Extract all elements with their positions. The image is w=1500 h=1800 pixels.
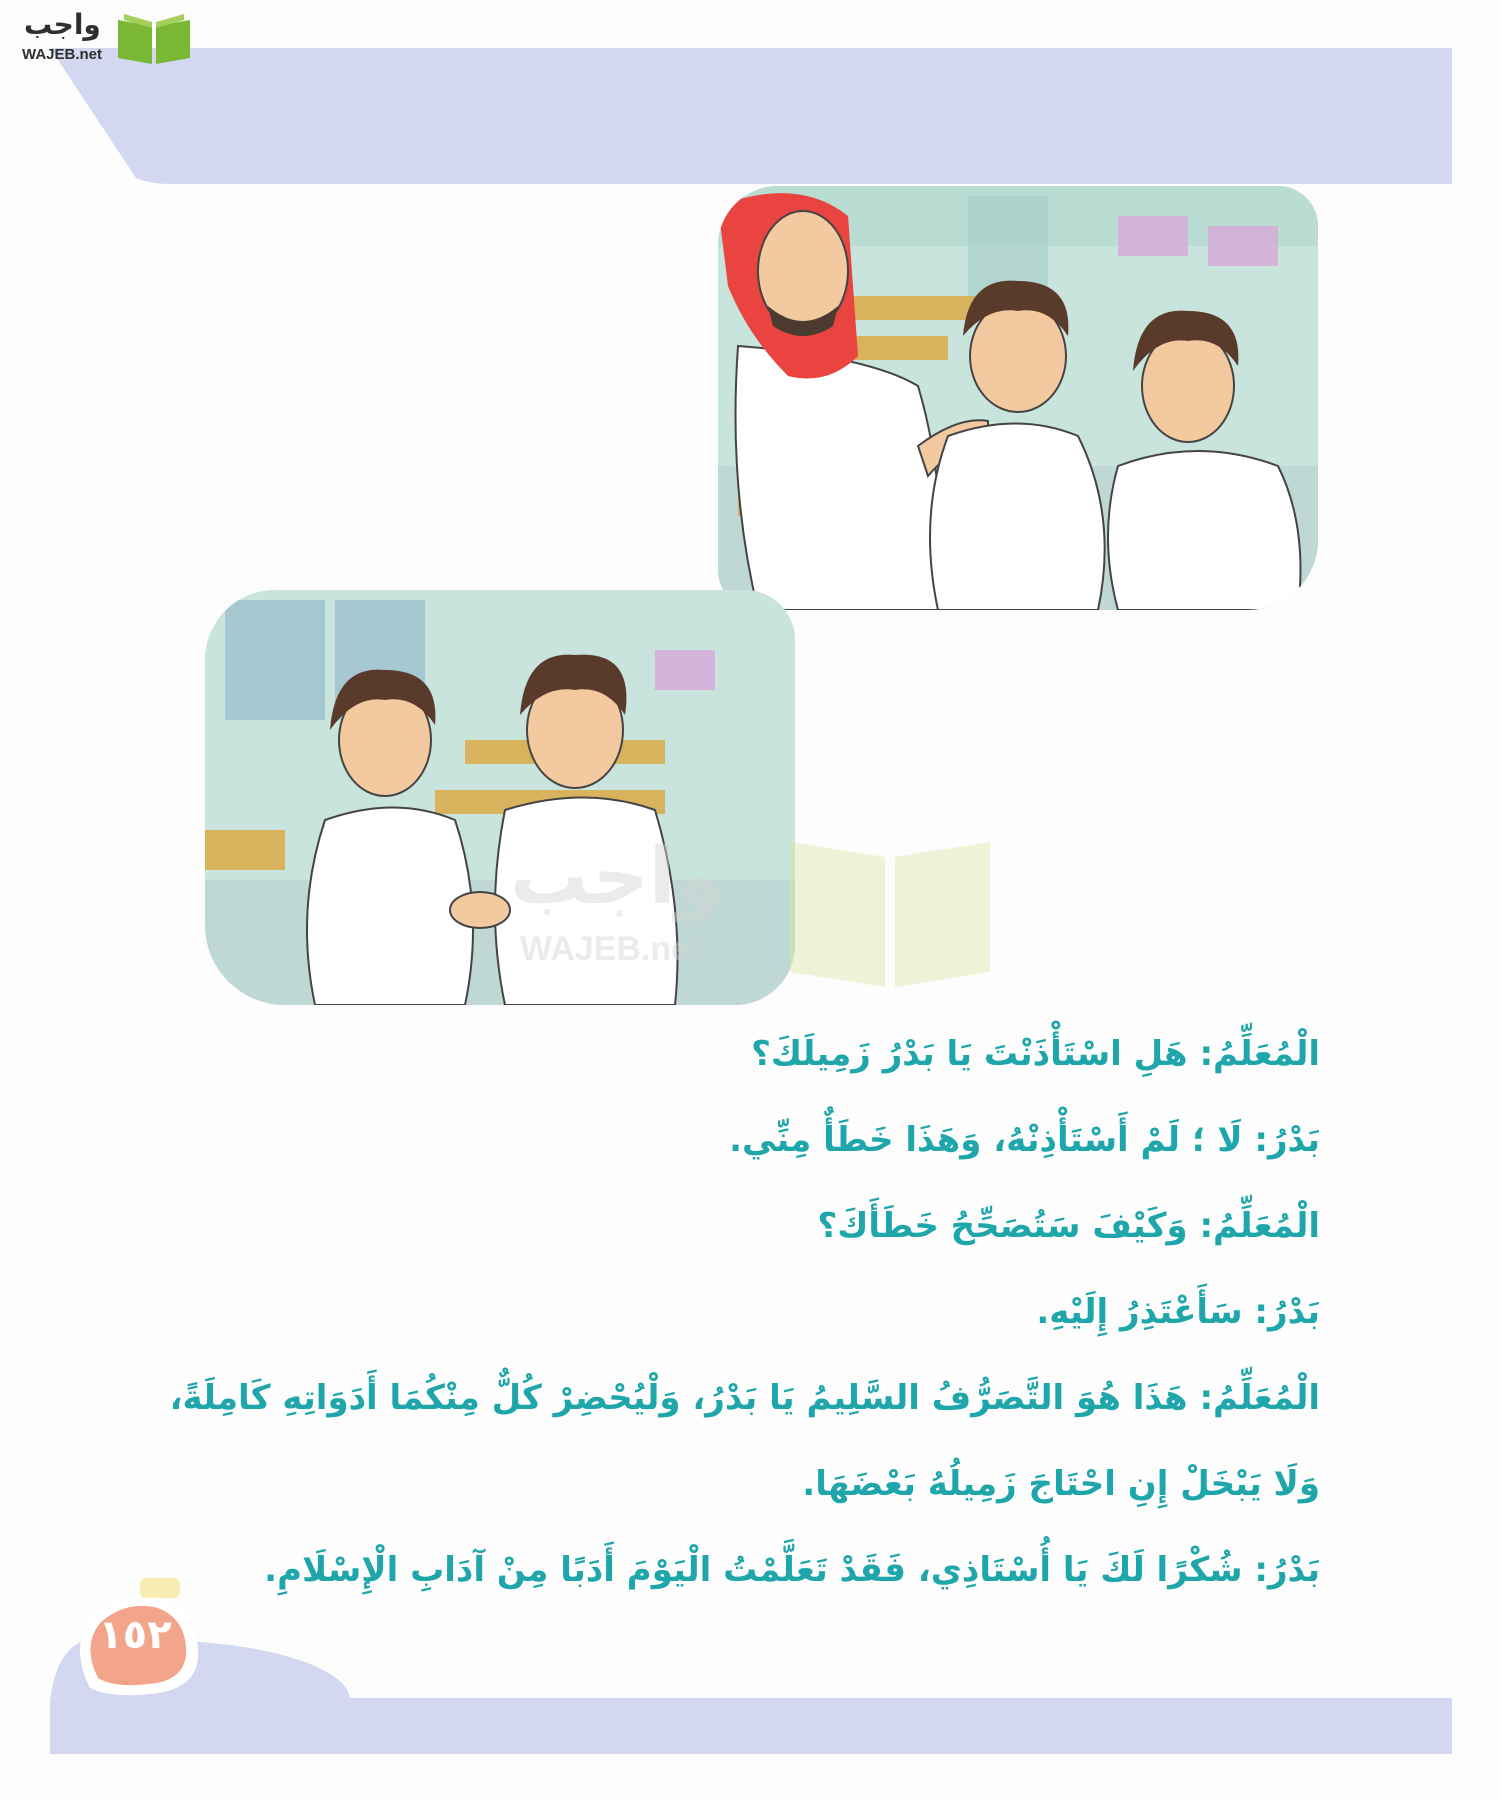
line-text: وَكَيْفَ سَتُصَحِّحُ خَطَأَكَ؟ xyxy=(817,1206,1188,1246)
classroom-scene-1 xyxy=(718,186,1318,610)
dialogue-line xyxy=(180,1452,1320,1538)
illustration-teacher-and-students xyxy=(718,186,1318,610)
wajeb-logo[interactable] xyxy=(8,6,188,68)
dialogue-line xyxy=(180,1022,1320,1108)
book-icon xyxy=(114,10,194,66)
watermark-latin-text: WAJEB.net xyxy=(520,930,702,968)
dialogue-line xyxy=(169,1366,1320,1452)
speaker-label: بَدْرُ: xyxy=(1254,1550,1320,1590)
line-text: سَأَعْتَذِرُ إِلَيْهِ. xyxy=(1036,1292,1243,1332)
page-number-badge xyxy=(70,1578,210,1698)
logo-arabic-text: واجب xyxy=(24,8,101,41)
line-text: هَذَا هُوَ التَّصَرُّفُ السَّلِيمُ يَا بَدْرُ، وَلْيُحْضِرْ كُلٌّ مِنْكُمَا أَدَوَاتِهِ كَامِلَةً، xyxy=(169,1378,1188,1418)
line-text: لَا ؛ لَمْ أَسْتَأْذِنْهُ، وَهَذَا خَطَأٌ مِنِّي. xyxy=(729,1120,1243,1160)
dialogue-line xyxy=(180,1280,1320,1366)
speaker-label: الْمُعَلِّمُ: xyxy=(1199,1378,1320,1418)
speaker-label: الْمُعَلِّمُ: xyxy=(1199,1034,1320,1074)
top-header-band xyxy=(50,48,1452,184)
speaker-label: الْمُعَلِّمُ: xyxy=(1199,1206,1320,1246)
speaker-label: بَدْرُ: xyxy=(1254,1292,1320,1332)
line-text: هَلِ اسْتَأْذَنْتَ يَا بَدْرُ زَمِيلَكَ؟ xyxy=(751,1034,1188,1074)
line-text: وَلَا يَبْخَلْ إِنِ احْتَاجَ زَمِيلُهُ بَعْضَهَا. xyxy=(802,1464,1320,1504)
line-text: شُكْرًا لَكَ يَا أُسْتَاذِي، فَقَدْ تَعَلَّمْتُ الْيَوْمَ أَدَبًا مِنْ آدَابِ الْإِسْلَامِ. xyxy=(264,1550,1243,1590)
dialogue-line xyxy=(180,1538,1320,1624)
footer-band xyxy=(50,1698,1452,1754)
watermark xyxy=(500,812,1000,992)
dialogue-line xyxy=(180,1108,1320,1194)
speaker-label: بَدْرُ: xyxy=(1254,1120,1320,1160)
dialogue-line xyxy=(180,1194,1320,1280)
watermark-arabic-text: واجب xyxy=(510,832,725,922)
watermark-book-icon xyxy=(780,812,1000,992)
page-number: ١٥٢ xyxy=(98,1612,172,1658)
logo-latin-text: WAJEB.net xyxy=(22,46,103,63)
dialogue-text xyxy=(169,1022,1320,1624)
